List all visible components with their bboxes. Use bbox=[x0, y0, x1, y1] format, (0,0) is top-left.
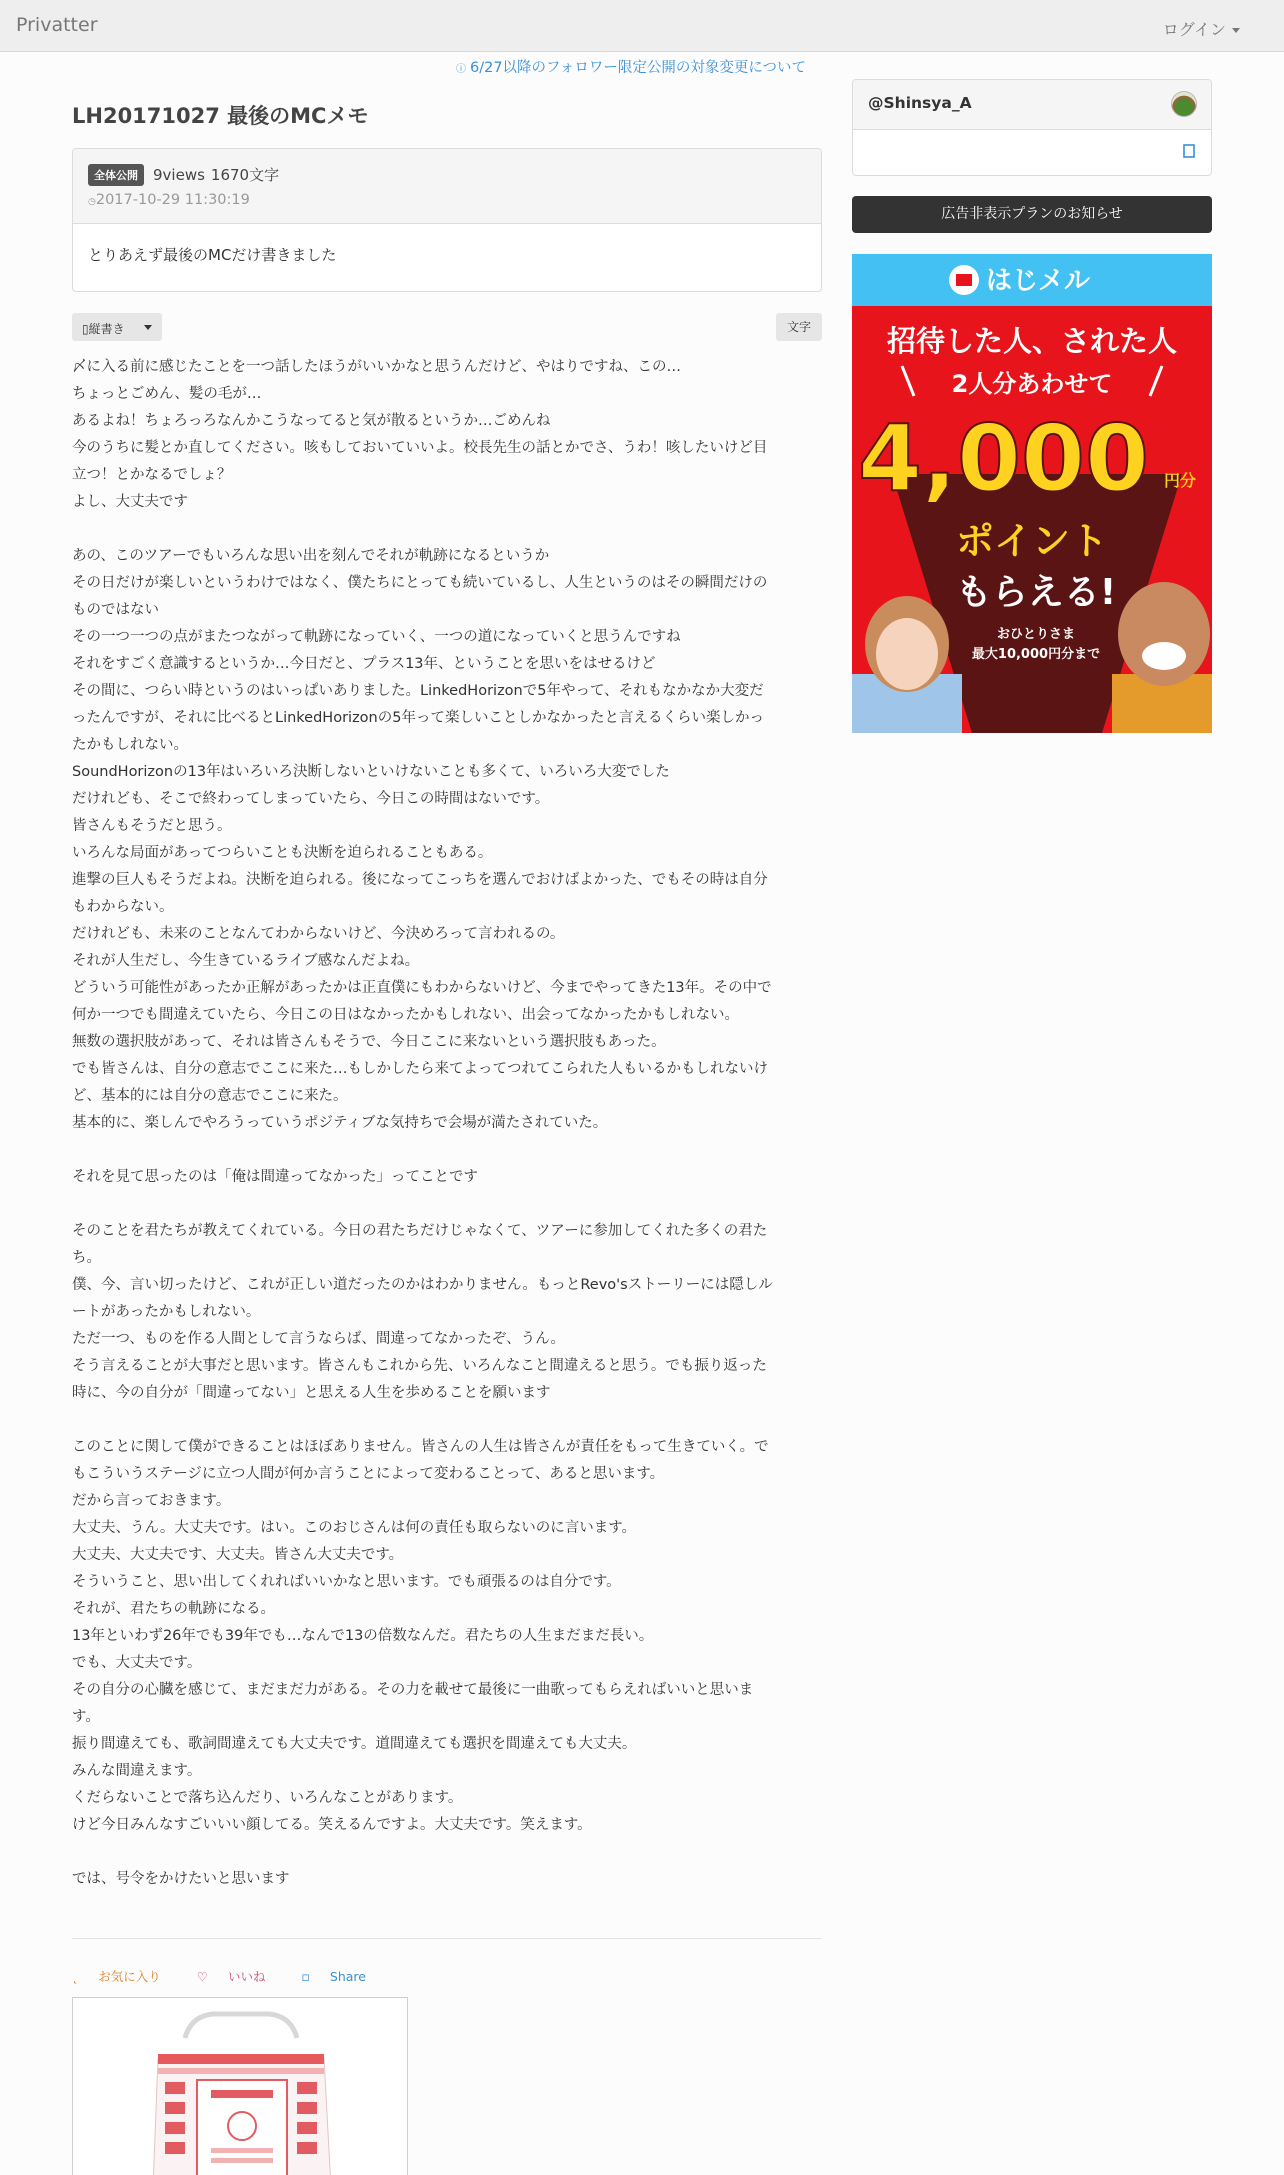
login-dropdown[interactable] bbox=[1163, 17, 1240, 40]
ad-point: ポイント bbox=[955, 519, 1109, 563]
char-count: 1670文字 bbox=[210, 166, 280, 184]
body-line: だけれども、そこで終わってしまっていたら、今日この時間はないです。 bbox=[72, 791, 550, 807]
clock-icon: ◷ bbox=[88, 197, 96, 207]
user-handle[interactable]: @Shinsya_A bbox=[868, 94, 972, 112]
body-line: 無数の選択肢があって、それは皆さんもそうで、今日ここに来ないという選択肢もあった。 bbox=[72, 1034, 666, 1050]
twitter-icon[interactable] bbox=[1183, 144, 1195, 158]
vertical-writing-dropdown[interactable] bbox=[72, 313, 162, 341]
body-line: それを見て思ったのは「俺は間違ってなかった」ってことです bbox=[72, 1169, 478, 1185]
ad-brand: はじメル bbox=[986, 266, 1091, 296]
body-line: その間に、つらい時というのはいっぱいありました。LinkedHorizonで5年やって、それもなかなか大変だ bbox=[72, 683, 764, 699]
body-line: ど、基本的には自分の意志でここに来た。 bbox=[72, 1088, 348, 1104]
body-line: 振り間違えても、歌詞間違えても大丈夫です。道間違えても選択を間違えても大丈夫。 bbox=[72, 1736, 637, 1752]
body-line bbox=[72, 1191, 824, 1218]
body-line: 13年といわず26年でも39年でも…なんで13の倍数なんだ。君たちの人生まだまだ長い。 bbox=[72, 1628, 654, 1644]
post-summary: とりあえず最後のMCだけ書きました bbox=[88, 246, 337, 264]
like-button[interactable]: ♡ いいね bbox=[196, 1969, 266, 1984]
body-line bbox=[72, 1137, 824, 1164]
ad-subheadline: 2人分あわせて bbox=[951, 370, 1113, 398]
post-body bbox=[72, 354, 824, 1893]
page-title: LH20171027 最後のMCメモ bbox=[72, 104, 369, 128]
post-actions bbox=[72, 1967, 398, 1985]
body-line: ち。 bbox=[72, 1250, 101, 1266]
body-line: 時に、今の自分が「間違ってない」と思える人生を歩めることを願います bbox=[72, 1385, 551, 1401]
body-line: その日だけが楽しいというわけではなく、僕たちにとっても続いているし、人生というのはその瞬間だけの bbox=[72, 575, 768, 591]
profile-header bbox=[853, 80, 1211, 130]
body-line: よし、大丈夫です bbox=[72, 494, 188, 510]
twitter-icon: ▫ bbox=[301, 1969, 310, 1984]
body-line: 〆に入る前に感じたことを一つ話したほうがいいかなと思うんだけど、やはりですね、この… bbox=[72, 359, 681, 375]
body-line: だから言っておきます。 bbox=[72, 1493, 231, 1509]
body-line: あるよね！ちょろっろなんかこうなってると気が散るというか…ごめんね bbox=[72, 413, 551, 429]
body-line: その一つ一つの点がまたつながって軌跡になっていく、一つの道になっていくと思うんですね bbox=[72, 629, 681, 645]
product-thumbnail[interactable] bbox=[72, 1997, 408, 2175]
notice-text: 6/27以降のフォロワー限定公開の対象変更について bbox=[470, 60, 807, 76]
body-line: 大丈夫、うん。大丈夫です。はい。このおじさんは何の責任も取らないのに言います。 bbox=[72, 1520, 637, 1536]
share-button[interactable]: ▫ Share bbox=[301, 1969, 366, 1984]
body-line: 僕、今、言い切ったけど、これが正しい道だったのかはわかりません。もっとRevo'sストーリーには隠しル bbox=[72, 1277, 773, 1293]
body-line: だけれども、未来のことなんてわからないけど、今決めろって言われるの。 bbox=[72, 926, 565, 942]
body-line: 何か一つでも間違えていたら、今日この日はなかったかもしれない、出会ってなかったかもしれない。 bbox=[72, 1007, 739, 1023]
shopping-bag-image bbox=[73, 1998, 408, 2175]
post-info-header bbox=[73, 149, 821, 224]
body-line bbox=[72, 1839, 824, 1866]
body-line: そういうこと、思い出してくれればいいかなと思います。でも頑張るのは自分です。 bbox=[72, 1574, 621, 1590]
body-line: SoundHorizonの13年はいろいろ決断しないといけないことも多くて、いろいろ大変でした bbox=[72, 764, 670, 780]
divider bbox=[72, 1938, 822, 1939]
body-line: もわからない。 bbox=[72, 899, 174, 915]
favorite-button[interactable]: ˛ お気に入り bbox=[72, 1969, 161, 1984]
body-line: 進撃の巨人もそうだよね。決断を迫られる。後になってこっちを選んでおけばよかった、でもその時は自分 bbox=[72, 872, 768, 888]
visibility-badge: 全体公開 bbox=[88, 164, 144, 186]
ad-banner[interactable] bbox=[852, 254, 1212, 733]
body-line: くだらないことで落ち込んだり、いろんなことがあります。 bbox=[72, 1790, 463, 1806]
ad-note2: 最大10,000円分まで bbox=[971, 647, 1101, 662]
body-line: 立つ！とかなるでしょ？ bbox=[72, 467, 232, 483]
ad-headline: 招待した人、された人 bbox=[886, 324, 1178, 358]
body-line: いろんな局面があってつらいことも決断を迫られることもある。 bbox=[72, 845, 493, 861]
vertical-writing-label: ▯縦書き bbox=[82, 322, 125, 336]
body-line: ただ一つ、ものを作る人間として言うならば、間違ってなかったぞ、うん。 bbox=[72, 1331, 565, 1347]
body-line bbox=[72, 1407, 824, 1434]
ad-amount: 4,000 bbox=[858, 405, 1150, 512]
man-photo bbox=[1112, 582, 1212, 733]
avatar[interactable] bbox=[1171, 91, 1197, 117]
body-line: そのことを君たちが教えてくれている。今日の君たちだけじゃなくて、ツアーに参加してくれた多くの君た bbox=[72, 1223, 768, 1239]
brand-logo[interactable]: Privatter bbox=[16, 14, 98, 36]
font-size-button[interactable]: 文字 bbox=[776, 313, 822, 341]
notice-link[interactable] bbox=[456, 56, 806, 77]
body-line: 大丈夫、大丈夫です、大丈夫。皆さん大丈夫です。 bbox=[72, 1547, 404, 1563]
heart-icon: ♡ bbox=[196, 1969, 208, 1984]
post-date bbox=[88, 192, 250, 208]
body-line: けど今日みんなすごいいい顔してる。笑えるんですよ。大丈夫です。笑えます。 bbox=[72, 1817, 592, 1833]
body-line: す。 bbox=[72, 1709, 100, 1725]
body-line: でも皆さんは、自分の意志でここに来た…もしかしたら来てよってつれてこられた人もいるかもしれないけ bbox=[72, 1061, 768, 1077]
post-stats bbox=[153, 164, 285, 185]
body-line: その自分の心臓を感じて、まだまだ力がある。その力を載せて最後に一曲歌ってもらえればいいと思いま bbox=[72, 1682, 754, 1698]
body-line: どういう可能性があったか正解があったかは正直僕にもわからないけど、今までやってきた13年。その中で bbox=[72, 980, 772, 996]
body-line: ちょっとごめん、髪の毛が… bbox=[72, 386, 262, 402]
view-count: 9views bbox=[153, 166, 205, 184]
body-line: 今のうちに髪とか直してください。咳もしておいていいよ。校長先生の話とかでさ、うわ！咳したいけど目 bbox=[72, 440, 768, 456]
body-line: もこういうステージに立つ人間が何か言うことによって変わることって、あると思います。 bbox=[72, 1466, 665, 1482]
text-direction-icon: ▯ bbox=[82, 322, 89, 336]
profile-panel bbox=[852, 79, 1212, 176]
ad-note1: おひとりさま bbox=[996, 627, 1076, 642]
post-date-text: 2017-10-29 11:30:19 bbox=[95, 192, 250, 208]
navbar bbox=[0, 0, 1284, 52]
login-label: ログイン bbox=[1162, 20, 1226, 39]
ad-get: もらえる! bbox=[955, 572, 1117, 613]
post-info-panel bbox=[72, 148, 822, 292]
body-line: みんな間違えます。 bbox=[72, 1763, 202, 1779]
body-line: では、号令をかけたいと思います bbox=[72, 1871, 290, 1887]
body-line: ものではない bbox=[72, 602, 159, 618]
body-line: ったんですが、それに比べるとLinkedHorizonの5年って楽しいことしかなかったと言えるくらい楽しかっ bbox=[72, 710, 764, 726]
body-line: それをすごく意識するというか…今日だと、プラス13年、ということを思いをはせるけど bbox=[72, 656, 656, 672]
body-line: それが人生だし、今生きているライブ感なんだよね。 bbox=[72, 953, 420, 969]
body-line: 皆さんもそうだと思う。 bbox=[72, 818, 232, 834]
body-line: でも、大丈夫です。 bbox=[72, 1655, 202, 1671]
caret-down-icon bbox=[144, 325, 152, 330]
body-line: そう言えることが大事だと思います。皆さんもこれから先、いろんなこと間違えると思う。でも振り返った bbox=[72, 1358, 767, 1374]
body-line: ートがあったかもしれない。 bbox=[72, 1304, 261, 1320]
ad-free-plan-button[interactable]: 広告非表示プランのお知らせ bbox=[852, 196, 1212, 233]
ad-banner-image bbox=[852, 254, 1212, 733]
body-line bbox=[72, 516, 824, 543]
ad-unit: 円分 bbox=[1164, 471, 1197, 490]
body-line: あの、このツアーでもいろんな思い出を刻んでそれが軌跡になるというか bbox=[72, 548, 550, 564]
body-line: それが、君たちの軌跡になる。 bbox=[72, 1601, 275, 1617]
body-line: たかもしれない。 bbox=[72, 737, 188, 753]
body-line: このことに関して僕ができることはほぼありません。皆さんの人生は皆さんが責任をもって生きていく。で bbox=[72, 1439, 769, 1455]
bookmark-icon: ˛ bbox=[72, 1969, 79, 1984]
caret-down-icon bbox=[1232, 28, 1240, 33]
info-icon: ⓘ bbox=[456, 64, 466, 75]
body-line: 基本的に、楽しんでやろうっていうポジティブな気持ちで会場が満たされていた。 bbox=[72, 1115, 608, 1131]
